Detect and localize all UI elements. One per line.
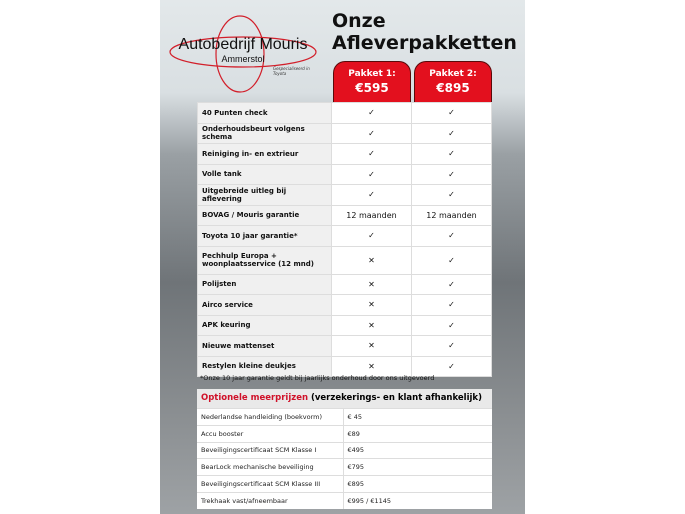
option-price: € 45 — [343, 409, 492, 426]
optional-header — [197, 389, 492, 408]
table-row — [198, 103, 492, 124]
package-1-price: €595 — [355, 81, 389, 95]
row-label: Restylen kleine deukjes — [198, 356, 332, 377]
table-row — [198, 123, 492, 144]
package-2-value: ✓ — [412, 336, 492, 357]
poster — [160, 0, 525, 514]
option-price: €895 — [343, 476, 492, 493]
table-row — [198, 336, 492, 357]
option-price: €495 — [343, 442, 492, 459]
option-name: Accu booster — [197, 425, 343, 442]
option-name: Nederlandse handleiding (boekvorm) — [197, 409, 343, 426]
option-price: €89 — [343, 425, 492, 442]
package-2-value: ✓ — [412, 226, 492, 247]
package-2-value: ✓ — [412, 356, 492, 377]
package-2-value: ✓ — [412, 274, 492, 295]
row-label: Reiniging in- en extrieur — [198, 144, 332, 165]
row-label: Toyota 10 jaar garantie* — [198, 226, 332, 247]
row-label: Uitgebreide uitleg bij aflevering — [198, 185, 332, 206]
package-2-price: €895 — [436, 81, 470, 95]
optional-row — [197, 442, 492, 459]
package-2-value: 12 maanden — [412, 205, 492, 226]
package-1-value: ✕ — [332, 295, 412, 316]
packages-table — [197, 102, 492, 377]
table-row — [198, 164, 492, 185]
optional-row — [197, 476, 492, 493]
optional-subtitle: (verzekerings- en klant afhankelijk) — [308, 393, 482, 403]
package-2-header — [414, 61, 492, 102]
table-row — [198, 185, 492, 206]
package-1-value: ✓ — [332, 164, 412, 185]
table-row — [198, 205, 492, 226]
page-title — [332, 10, 517, 54]
table-row — [198, 295, 492, 316]
package-2-label: Pakket 2: — [429, 69, 477, 79]
optional-row — [197, 409, 492, 426]
row-label: Pechhulp Europa + woonplaatsservice (12 mnd) — [198, 246, 332, 274]
package-1-value: ✕ — [332, 246, 412, 274]
package-1-label: Pakket 1: — [348, 69, 396, 79]
package-1-header — [333, 61, 411, 102]
package-2-value: ✓ — [412, 185, 492, 206]
package-1-value: ✕ — [332, 336, 412, 357]
row-label: Volle tank — [198, 164, 332, 185]
package-1-value: ✕ — [332, 315, 412, 336]
package-1-value: ✓ — [332, 144, 412, 165]
package-2-value: ✓ — [412, 144, 492, 165]
row-label: Polijsten — [198, 274, 332, 295]
footnote: *Onze 10 jaar garantie geldt bij jaarlijks onderhoud door ons uitgevoerd — [200, 374, 435, 382]
package-1-value: ✓ — [332, 185, 412, 206]
row-label: Nieuwe mattenset — [198, 336, 332, 357]
logo — [168, 14, 318, 94]
row-label: Onderhoudsbeurt volgens schema — [198, 123, 332, 144]
package-2-value: ✓ — [412, 164, 492, 185]
title-line-2: Afleverpakketten — [332, 32, 517, 54]
row-label: 40 Punten check — [198, 103, 332, 124]
table-row — [198, 144, 492, 165]
package-1-value: ✓ — [332, 123, 412, 144]
row-label: Airco service — [198, 295, 332, 316]
package-1-value: 12 maanden — [332, 205, 412, 226]
option-name: Trekhaak vast/afneembaar — [197, 492, 343, 509]
optional-row — [197, 492, 492, 509]
optional-row — [197, 425, 492, 442]
option-price: €995 / €1145 — [343, 492, 492, 509]
package-2-value: ✓ — [412, 295, 492, 316]
package-1-value: ✕ — [332, 274, 412, 295]
optional-title: Optionele meerprijzen — [201, 393, 309, 403]
logo-name: Autobedrijf Mouris — [178, 36, 308, 53]
package-2-value: ✓ — [412, 103, 492, 124]
logo-location: Ammerstol — [221, 54, 265, 64]
package-1-value: ✓ — [332, 226, 412, 247]
logo-tagline: Gespecialiseerd in Toyota — [273, 66, 310, 76]
package-2-value: ✓ — [412, 123, 492, 144]
row-label: APK keuring — [198, 315, 332, 336]
table-row — [198, 226, 492, 247]
package-2-value: ✓ — [412, 246, 492, 274]
option-name: BearLock mechanische beveiliging — [197, 459, 343, 476]
package-2-value: ✓ — [412, 315, 492, 336]
title-line-1: Onze — [332, 10, 386, 32]
table-row — [198, 315, 492, 336]
optional-row — [197, 459, 492, 476]
option-price: €795 — [343, 459, 492, 476]
option-name: Beveiligingscertificaat SCM Klasse I — [197, 442, 343, 459]
table-row — [198, 274, 492, 295]
option-name: Beveiligingscertificaat SCM Klasse III — [197, 476, 343, 493]
package-1-value: ✓ — [332, 103, 412, 124]
package-1-value: ✕ — [332, 356, 412, 377]
row-label: BOVAG / Mouris garantie — [198, 205, 332, 226]
table-row — [198, 246, 492, 274]
optional-extras — [197, 389, 492, 509]
